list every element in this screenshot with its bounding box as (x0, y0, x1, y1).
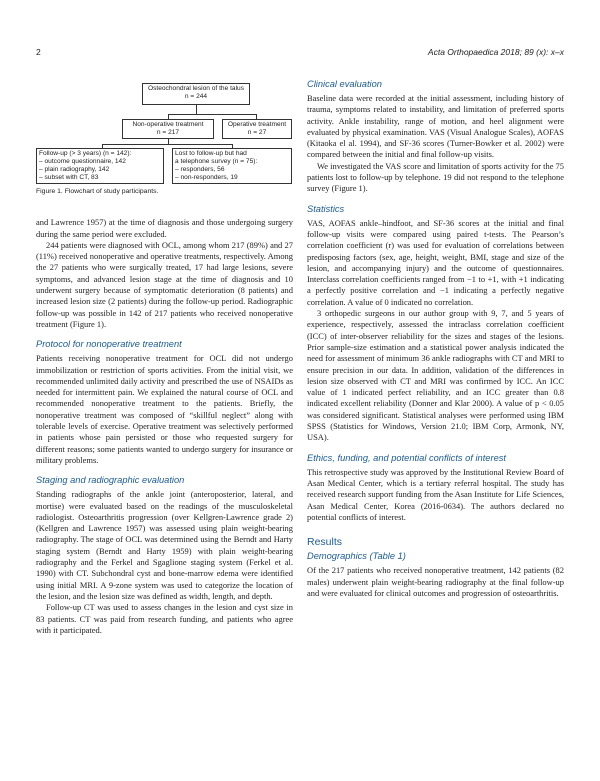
flow-box-followup (36, 148, 164, 184)
flow-text: – responders, 56 (175, 166, 225, 173)
connector (196, 105, 197, 114)
section-heading: Statistics (307, 203, 345, 214)
flow-text: – outcome questionnaire, 142 (39, 158, 126, 165)
paragraph: Baseline data were recorded at the initial assessment, including history of trauma, symptoms related to instability, and limitation of preferred sports activity. Ankle instability, range of motion, and heel alignment were evaluated by physical examination. VAS (Visual Analogue Scales), AOFAS (Kitaoka el al. 1994), and SF-36 scores (Turner-Bowker et al. 2002) were compared between the initial and final follow-up visits. (307, 93, 564, 160)
flow-text: – subset with CT, 83 (39, 174, 99, 181)
flow-box-total (142, 83, 250, 105)
paragraph: VAS, AOFAS ankle–hindfoot, and SF-36 scores at the initial and final follow-up visits were compared using paired t-tests. The Pearson’s correlation coefficient (r) was used for evaluation of correlations between predisposing factors (sex, age, height, weight, BMI, stage and size of the lesion, and accompanying injury) and the outcome of questionnaires. Interclass correlation coefficients ranged from −1 to +1, with +1 indicating a perfectly positive correlation and −1 indicating a perfectly negative correlation. A value of 0 indicated no correlation. (307, 217, 564, 307)
flow-text: – plain radiography, 142 (39, 166, 110, 173)
flow-box-operative (222, 119, 292, 139)
flow-text: n = 217 (156, 129, 180, 136)
paragraph: 3 orthopedic surgeons in our author group with 9, 7, and 5 years of experience, respectively, assessed the intraclass correlation coefficient (ICC) of inter-observer reliability for the sizes and stages of the lesions. Prior sample-size estimation and a statistical power analysis indicated the need for assessment of minimum 36 ankle radiographs with CT and MRI to ensure precision in our data. In addition, validation of the differences in lesion size observed with CT and MRI was confirmed by ICC. An ICC value of 1 indicated perfect reliability, and an ICC greater than 0.8 indicated excellent reliability (Donner and Klar 2000). A value of p < 0.05 was considered significant. Statistical analyses were performed using IBM SPSS (Statistics for Windows, Version 21.0; IBM Corp, Armonk, NY, USA). (307, 308, 564, 443)
paragraph: and Lawrence 1957) at the time of diagnosis and those undergoing surgery during the same period were excluded. (36, 217, 293, 239)
flow-text: a telephone survey (n = 75): (175, 158, 258, 165)
flow-box-nonoperative (122, 119, 214, 139)
flow-box-lost (172, 148, 292, 184)
section-heading: Staging and radiographic evaluation (36, 475, 185, 486)
section-heading: Demographics (Table 1) (307, 551, 406, 562)
paragraph: We investigated the VAS score and limitation of sports activity for the 75 patients lost to follow-up by telephone. 19 did not respond to the telephone survey (Figure 1). (307, 160, 564, 194)
page-number: 2 (36, 47, 41, 57)
connector (168, 114, 256, 115)
flowchart (36, 78, 293, 184)
flow-text: Lost to follow-up but had (175, 150, 247, 157)
paragraph: This retrospective study was approved by the Institutional Review Board of Asan Medical Center, which is a tertiary referral hospital. The study has received research support funding from the Asan Institute for Life Sciences, Asan Medical Center, Korea (2016-0634). The authors declared no potential conflicts of interest. (307, 466, 564, 522)
paragraph: Of the 217 patients who received nonoperative treatment, 142 patients (82 males) underwent plain weight-bearing radiography at the final follow-up and were evaluated for clinical outcomes and progression of osteoarthritis. (307, 565, 564, 598)
flow-text: n = 244 (184, 93, 208, 100)
paragraph: Follow-up CT was used to assess changes in the lesion and cyst size in 83 patients. CT was paid from research funding, and patients who agree with it participated. (36, 602, 293, 635)
flow-text: n = 27 (247, 129, 267, 136)
left-column (36, 78, 293, 636)
running-header (36, 47, 564, 59)
flow-text: – non-responders, 19 (175, 174, 238, 181)
section-heading: Clinical evaluation (307, 79, 382, 89)
journal-citation: Acta Orthopaedica 2018; 89 (x): x–x (427, 47, 564, 57)
flow-text: Non-operative treatment (132, 121, 204, 128)
section-heading: Ethics, funding, and potential conflicts of interest (307, 452, 506, 463)
flow-text: Osteochondral lesion of the talus (147, 85, 245, 92)
right-column (307, 78, 564, 599)
paragraph: Patients receiving nonoperative treatment for OCL did not undergo immobilization or restriction of sports activities. From the initial visit, we recommended unlimited daily activity and prescribed the use of NSAIDs as needed for intermittent pain. We explained the natural course of OCL and recommended nonoperative treatment to the patients. Briefly, the nonoperative treatment was composed of “skillful neglect” along with tolerable levels of exercise. Operative treatment was selectively performed in patients whose pain persisted or those who requested surgery for different reasons; some patients wanted to undergo surgery for insurance or military problems. (36, 353, 293, 465)
flow-text: Operative treatment (227, 121, 287, 128)
paragraph: Standing radiographs of the ankle joint (anteroposterior, lateral, and mortise) were evaluated based on the readings of the musculoskeletal radiologist. Osteoarthritis progression (over Kellgren-Lawrence grade 2) (Kellgren and Lawrence 1957) was assessed using plain weight-bearing radiography. The stage of OCL was determined using the Berndt and Harty staging system (Berndt and Harty 1959) with plain weight-bearing radiography and the Ferkel and Sgaglione staging system (Ferkel et al. 1990) with CT. Subchondral cyst and bone-marrow edema were identified using initial MRI. A 9-zone system was used to categorize the location of the lesion, and the lesion size was defined as width, length, and depth. (36, 489, 293, 601)
section-heading: Protocol for nonoperative treatment (36, 339, 182, 350)
results-heading: Results (307, 536, 343, 549)
figure-caption: Figure 1. Flowchart of study participants. (36, 188, 159, 195)
paragraph: 244 patients were diagnosed with OCL, among whom 217 (89%) and 27 (11%) received nonoperative and operative treatments, respectively. Among the 27 patients who were surgically treated, 17 had large lesions, severe symptoms, and advanced lesion stage at the time of diagnosis and 10 underwent surgery because of symptomatic deterioration (8 patients) and increased lesion size (2 patients) during the follow-up period. Radiographic follow-up was possible in 142 of 217 patients who received nonoperative treatment (Figure 1). (36, 239, 293, 329)
connector (102, 144, 232, 145)
flow-text: Follow-up (> 3 years) (n = 142): (39, 150, 132, 157)
